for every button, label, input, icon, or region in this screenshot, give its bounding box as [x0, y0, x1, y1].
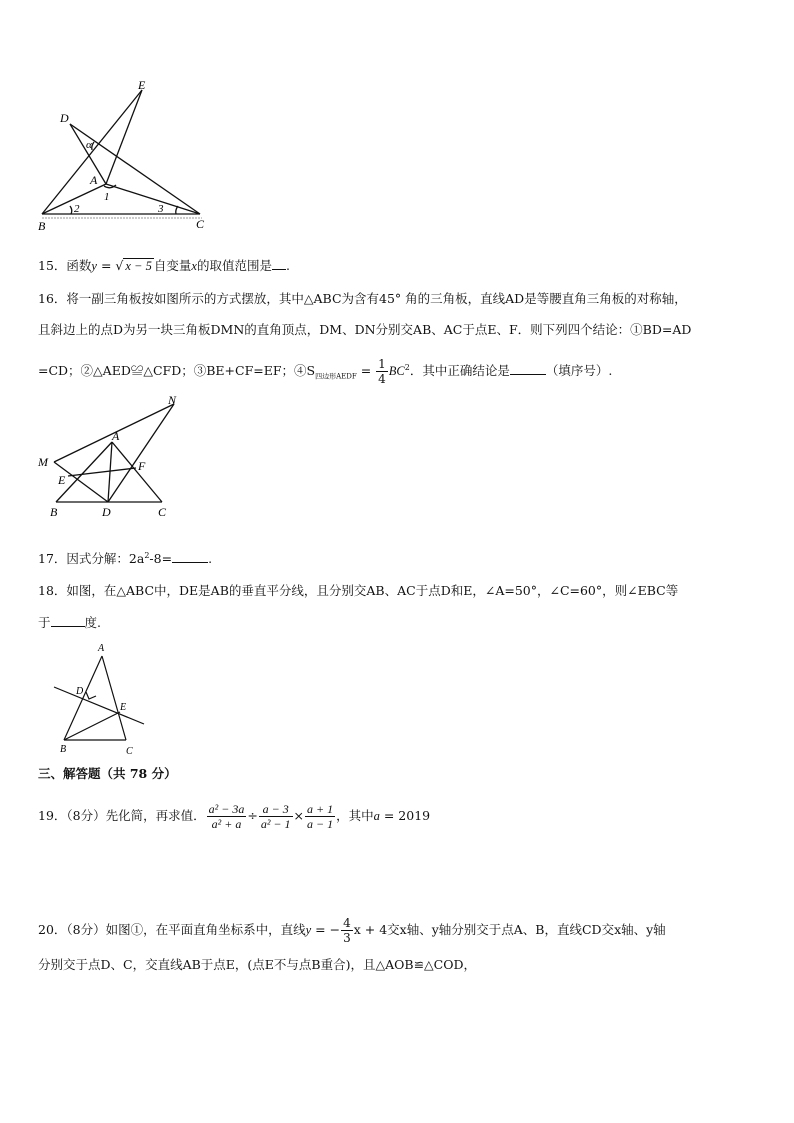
q20-frac-den: 3 [343, 931, 351, 945]
q15-label-C: C [196, 217, 205, 231]
q19-fraction-3 [305, 802, 335, 831]
q16-line-3 [38, 353, 612, 392]
q18-answer-blank[interactable] [51, 614, 85, 627]
q16-figure [34, 392, 194, 522]
q18-line-1 [38, 583, 678, 599]
q20-fraction [341, 916, 353, 945]
q16-label-C: C [158, 505, 167, 519]
q16-line1-text: 将一副三角板按如图所示的方式摆放，其中△ABC为含有45° 角的三角板，直线AD是等腰直角三角板的对称轴， [66, 291, 687, 306]
q19-f3-den: a − 1 [307, 817, 334, 831]
q16-line3-bc: BC [388, 364, 405, 379]
q15-answer-blank[interactable] [272, 257, 286, 270]
q18-line2-b: 度. [84, 615, 101, 630]
q19-op1: ÷ [247, 808, 258, 823]
q16-frac-num: 1 [378, 357, 386, 372]
q20-line1-b: x + 4交x轴、y轴分别交于点A、B，直线CD交x轴、y轴 [353, 922, 666, 937]
section-3-title: 三、解答题（共 78 分） [38, 766, 177, 781]
q19-f1-num: a² − 3a [208, 802, 245, 816]
q17-number: 17． [38, 551, 67, 567]
q18-line2-a: 于 [38, 615, 51, 630]
q20-number: 20． [38, 922, 67, 937]
q19-fraction-1 [207, 802, 247, 831]
q18-line1-text: 如图，在△ABC中，DE是AB的垂直平分线，且分别交AB、AC于点D和E，∠A=50°，∠C=60°，则∠EBC等 [66, 583, 679, 598]
q15-prefix: 函数 [66, 258, 92, 273]
q20-frac-num: 4 [343, 916, 351, 930]
q15-end: . [285, 258, 290, 273]
q16-line3-b: ．其中正确结论是 [409, 363, 510, 379]
q16-number: 16． [38, 291, 67, 306]
q15-radicand: x − 5 [125, 259, 152, 273]
q15-label-1: 1 [104, 191, 110, 203]
q15-label-A: A [90, 173, 98, 187]
q18-label-E: E [120, 702, 127, 713]
q20-line2-text: 分别交于点D、C，交直线AB于点E，(点E不与点B重合)，且△AOB≌△COD， [38, 957, 476, 972]
q16-frac-den: 4 [378, 372, 386, 387]
q18-figure [48, 640, 158, 760]
q19-f2-den: a² − 1 [260, 817, 291, 831]
q18-label-A: A [98, 643, 105, 654]
q16-line3-eq: = [356, 363, 376, 379]
q16-line-2 [38, 322, 691, 338]
q19-number: 19． [38, 808, 67, 823]
q16-line3-c: （填序号）. [545, 363, 613, 379]
q18-number: 18． [38, 583, 67, 598]
q17-end: . [208, 551, 213, 567]
q16-label-N: N [168, 393, 177, 407]
q15-label-D: D [60, 111, 69, 125]
q15-sqrt-sign: √ [115, 258, 124, 273]
q15-question [38, 257, 290, 274]
q19-f1-den: a² + a [211, 817, 242, 831]
q15-suffix1: 自变量 [153, 258, 192, 273]
q19-fraction-2 [259, 802, 293, 831]
q15-label-3: 3 [158, 203, 164, 215]
q16-label-M: M [38, 455, 48, 469]
q15-label-alpha: α [86, 139, 92, 151]
q18-label-C: C [126, 746, 133, 757]
q19-tail: ，其中 [336, 808, 374, 823]
q19-f2-num: a − 3 [259, 802, 293, 817]
q20-line1-eq: = − [311, 922, 341, 937]
q15-label-2: 2 [74, 203, 80, 215]
q16-line3-sub: 四边形AEDF [315, 372, 357, 381]
q20-line-2 [38, 957, 476, 973]
q16-fraction [376, 357, 388, 386]
q19-a-var: a [373, 809, 380, 823]
q20-line1-a: （8分）如图①，在平面直角坐标系中，直线 [66, 922, 306, 937]
q15-label-B: B [38, 219, 46, 233]
q19-f3-num: a + 1 [307, 802, 334, 816]
q16-label-B: B [50, 505, 58, 519]
q17-question [38, 548, 212, 567]
q16-line3-sup: 2 [404, 363, 410, 372]
q16-label-A: A [112, 429, 120, 443]
q16-line3-a: =CD；②△AED≌△CFD；③BE+CF=EF；④S [38, 363, 316, 379]
q15-label-E: E [138, 78, 146, 92]
q15-var-x: x [191, 259, 197, 273]
q17-answer-blank[interactable] [172, 550, 208, 563]
q17-sup: 2 [144, 551, 150, 560]
q18-line-2 [38, 614, 101, 631]
q15-func-eq: = [96, 258, 116, 273]
q18-label-B: B [60, 744, 67, 755]
q15-func-y: y [91, 259, 97, 273]
q15-figure [30, 78, 220, 238]
q16-label-D: D [102, 505, 111, 519]
q19-op2: × [293, 808, 304, 823]
q19-question [38, 796, 430, 836]
q16-label-E: E [58, 473, 66, 487]
q20-line1-y: y [305, 923, 312, 937]
q19-text: （8分）先化简，再求值． [66, 808, 206, 823]
q16-line2-text: 且斜边上的点D为另一块三角板DMN的直角顶点，DM、DN分别交AB、AC于点E、F．则下列四个结论：①BD=AD [38, 322, 692, 337]
q18-label-D: D [76, 686, 84, 697]
q16-label-F: F [138, 459, 146, 473]
q20-line-1 [38, 910, 666, 950]
q15-number: 15． [38, 258, 67, 273]
q17-text2: -8= [149, 551, 173, 567]
q16-line-1 [38, 291, 687, 307]
q17-text: 因式分解：2a [66, 551, 145, 567]
q15-suffix2: 的取值范围是 [196, 258, 272, 273]
q19-a-val: = 2019 [379, 808, 431, 823]
q16-answer-blank[interactable] [510, 362, 546, 375]
